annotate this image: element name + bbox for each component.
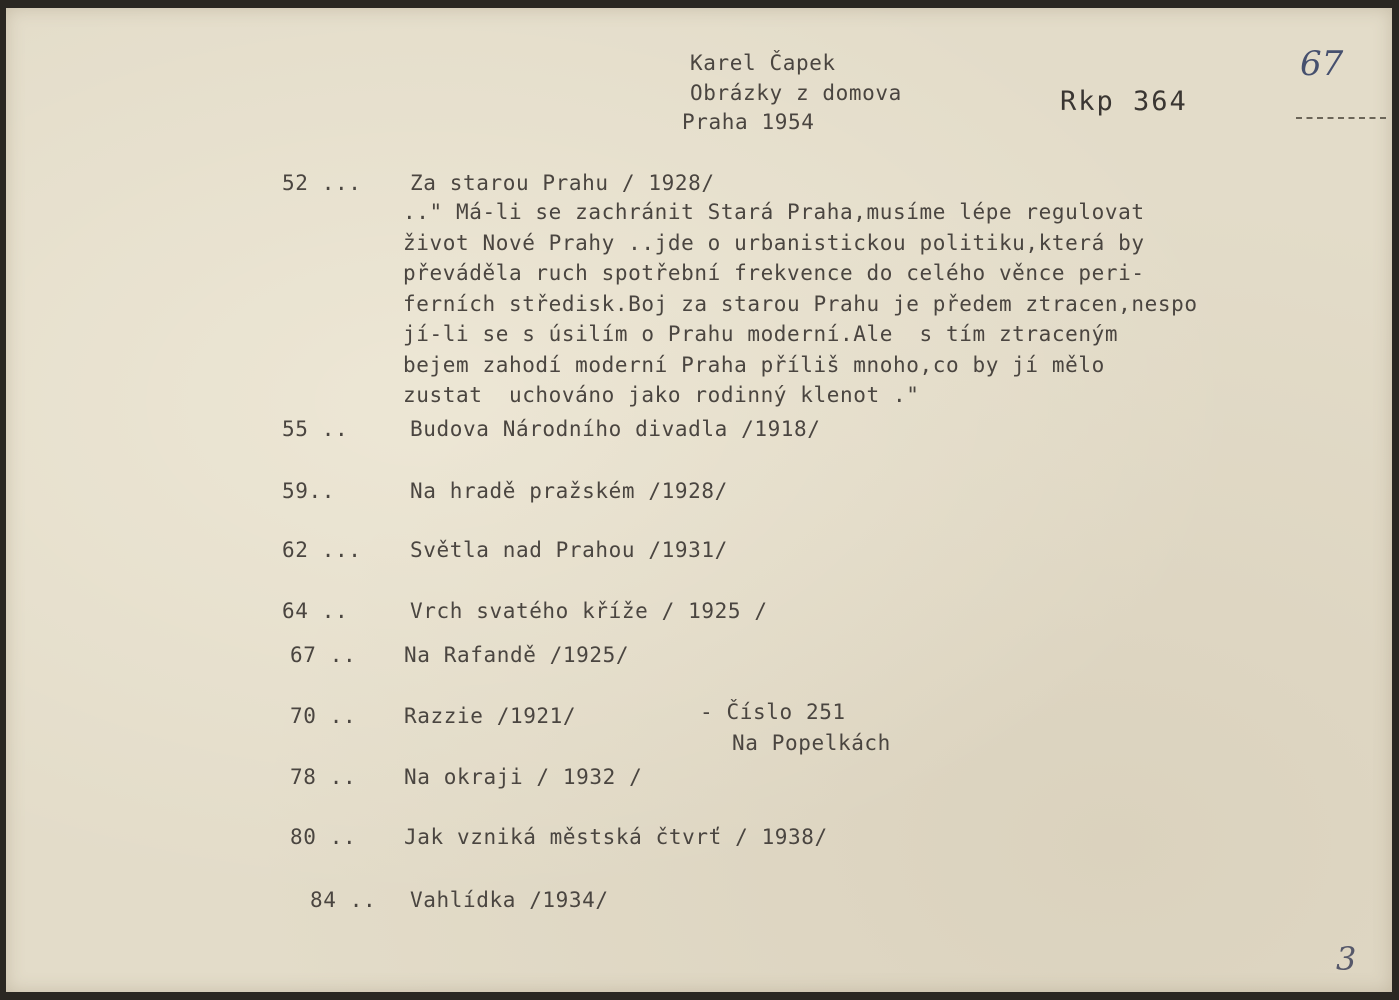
book-title: Obrázky z domova (690, 81, 902, 105)
quote-line: život Nové Prahy ..jde o urbanistickou politiku,která by (403, 230, 1145, 255)
entry-title-62: Světla nad Prahou /1931/ (410, 538, 728, 562)
entry-title-80: Jak vzniká městská čtvrť / 1938/ (404, 825, 828, 849)
entry-title-70: Razzie /1921/ (404, 704, 577, 728)
entry-page-55: 55 .. (282, 417, 349, 441)
place-year: Praha 1954 (682, 110, 815, 134)
entry-title-55: Budova Národního divadla /1918/ (410, 417, 821, 441)
entry-page-59: 59.. (282, 479, 335, 503)
header-rule (1296, 117, 1386, 119)
entry-page-78: 78 .. (290, 765, 357, 789)
quote-line: převáděla ruch spotřební frekvence do celého věnce peri- (403, 261, 1145, 285)
entry-page-64: 64 .. (282, 599, 349, 623)
author-name: Karel Čapek (690, 51, 836, 75)
quotation-block (403, 197, 1386, 411)
entry-title-52: Za starou Prahu / 1928/ (410, 171, 715, 195)
entry-page-67: 67 .. (290, 643, 357, 667)
note-popelkach: Na Popelkách (732, 731, 891, 755)
quote-line: .." Má-li se zachránit Stará Praha,musíme lépe regulovat (403, 200, 1145, 224)
folio-number: 67 (1300, 44, 1344, 84)
entry-page-62: 62 ... (282, 538, 362, 562)
corner-number: 3 (1336, 940, 1357, 978)
quote-line: ferních středisk.Boj za starou Prahu je předem ztracen,nespo (403, 291, 1198, 316)
entry-page-52: 52 ... (282, 171, 362, 195)
quote-line: jí-li se s úsilím o Prahu moderní.Ale s tím ztraceným (403, 322, 1119, 346)
entry-page-84: 84 .. (310, 888, 377, 912)
entry-title-84: Vahlídka /1934/ (410, 888, 609, 912)
quote-line: bejem zahodí moderní Praha příliš mnoho,co by jí mělo (403, 352, 1105, 377)
entry-title-64: Vrch svatého kříže / 1925 / (410, 599, 768, 623)
quote-line: zustat uchováno jako rodinný klenot ." (403, 383, 920, 407)
entry-title-59: Na hradě pražském /1928/ (410, 479, 728, 503)
entry-page-70: 70 .. (290, 704, 357, 728)
shelfmark: Rkp 364 (1060, 86, 1188, 117)
entry-title-67: Na Rafandě /1925/ (404, 643, 630, 667)
entry-title-78: Na okraji / 1932 / (404, 765, 643, 789)
note-cislo: - Číslo 251 (700, 700, 846, 724)
entry-page-80: 80 .. (290, 825, 357, 849)
